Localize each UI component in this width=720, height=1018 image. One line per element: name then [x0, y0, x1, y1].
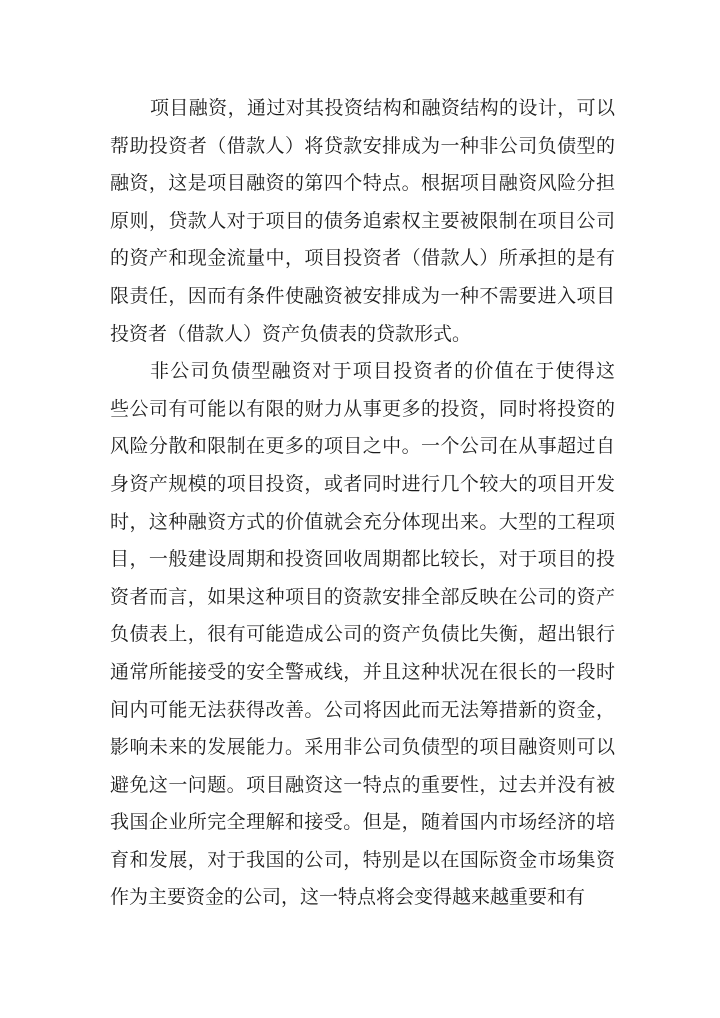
paragraph-2-line-7: 资者而言，如果这种项目的资款安排全部反映在公司的资产	[110, 585, 615, 608]
paragraph-1-line-4: 原则，贷款人对于项目的债务追索权主要被限制在项目公司	[110, 209, 615, 232]
paragraph-2-line-3: 风险分散和限制在更多的项目之中。一个公司在从事超过自	[110, 435, 615, 458]
paragraph-2-line-12: 避免这一问题。项目融资这一特点的重要性，过去并没有被	[110, 773, 615, 796]
paragraph-2-line-5: 时，这种融资方式的价值就会充分体现出来。大型的工程项	[110, 510, 615, 533]
paragraph-1-line-6: 限责任，因而有条件使融资被安排成为一种不需要进入项目	[110, 284, 615, 307]
paragraph-2-line-10: 间内可能无法获得改善。公司将因此而无法筹措新的资金，	[110, 698, 615, 721]
paragraph-2-line-9: 通常所能接受的安全警戒线，并且这种状况在很长的一段时	[110, 660, 615, 683]
paragraph-2-line-6: 目，一般建设周期和投资回收周期都比较长，对于项目的投	[110, 548, 615, 571]
paragraph-1-line-1: 项目融资，通过对其投资结构和融资结构的设计，可以	[150, 97, 615, 119]
paragraph-2-line-8: 负债表上，很有可能造成公司的资产负债比失衡，超出银行	[110, 623, 615, 646]
paragraph-2-line-15: 作为主要资金的公司，这一特点将会变得越来越重要和有	[110, 886, 586, 909]
paragraph-2-line-1: 非公司负债型融资对于项目投资者的价值在于使得这	[150, 360, 615, 383]
paragraph-2-line-14: 育和发展，对于我国的公司，特别是以在国际资金市场集资	[110, 848, 615, 871]
body-text	[110, 90, 615, 917]
paragraph-2-line-13: 我国企业所完全理解和接受。但是，随着国内市场经济的培	[110, 811, 615, 834]
paragraph-2-line-4: 身资产规模的项目投资，或者同时进行几个较大的项目开发	[110, 472, 615, 495]
paragraph-1-line-3: 融资，这是项目融资的第四个特点。根据项目融资风险分担	[110, 172, 615, 195]
paragraph-1-line-5: 的资产和现金流量中，项目投资者（借款人）所承担的是有	[110, 247, 615, 270]
paragraph-1-line-7: 投资者（借款人）资产负债表的贷款形式。	[110, 322, 472, 345]
paragraph-2-line-11: 影响未来的发展能力。采用非公司负债型的项目融资则可以	[110, 736, 615, 759]
paragraph-1-line-2: 帮助投资者（借款人）将贷款安排成为一种非公司负债型的	[110, 134, 615, 157]
paragraph-2-line-2: 些公司有可能以有限的财力从事更多的投资，同时将投资的	[110, 397, 615, 420]
